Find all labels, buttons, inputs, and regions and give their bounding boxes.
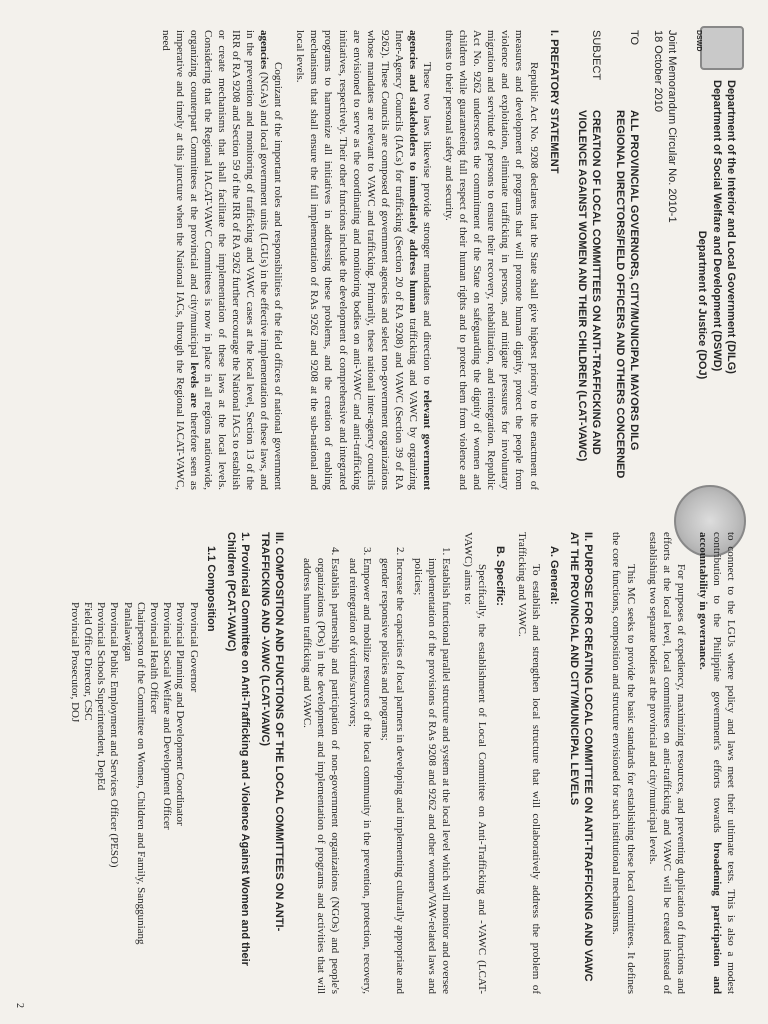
- list-item: Provincial Social Welfare and Development Officer: [161, 602, 174, 830]
- text-run: Cognizant of the important roles and responsibilities of the field offices of national government: [272, 62, 285, 490]
- dept-dswd: Department of Social Welfare and Development (DSWD): [710, 80, 723, 372]
- text-run-bold: broadening participation and accountability in governance.: [696, 532, 723, 994]
- list-item: Provincial Health Officer: [148, 602, 161, 714]
- text-run-bold: levels are: [187, 362, 200, 408]
- section2-heading: II. PURPOSE FOR CREATING LOCAL COMMITTEE ON ANTI-TRAFFICKING AND VAWC AT THE PROVINCIAL AND CITY/MUNICIPAL LEVELS: [568, 532, 595, 982]
- list-item: Provincial Planning and Development Coordinator: [174, 602, 187, 826]
- list-item: 4. Establish partnership and participation of non-government organizations (NGOs) and people's organizations (POs) in the development and implementation of programs and activities that will address human trafficking and VAWC.: [300, 558, 342, 994]
- section3-sub1: 1. Provincial Committee on Anti-Trafficking and -Violence Against Women and their Children (PCAT-VAWC): [224, 532, 251, 966]
- text-run: trafficking and VAWC by organizing Inter-Agency Councils (IACs) for trafficking (Section 20 of RA 9208) and VAWC (Section 39 of RA 9262). These Councils are composed of government agencies and select non-government organizations whose mandates are relevant to VAWC and trafficking. Primarily, these national inter-agency councils are envisioned to serve as the coordinating and monitoring bodies on anti-VAWC and anti-trafficking initiatives, respectively. Their other functions include the development of comprehensive and integrated programs to harmonize all initiatives in addressing these problems, and the creation of enabling mechanisms that shall ensure the full implementation of RAs 9262 and 9208 at the sub-national and local levels.: [294, 30, 419, 491]
- left-column: [151, 30, 738, 490]
- text-run: (NGAs) and local government units (LGUs) in the effective implementation of these laws, and in the prevention and monitoring of trafficking and VAWC cases at the local level, Section 13 of the IRR of RA 9208 and Section 59 of the IRR of RA 9262 further encourage the National IACs to establish or create mechanisms that shall facilitate the implementation of these laws at the local levels. Considering that the Regional IACAT-VAWC Committees is now in place in all regions nationwide, organizing counterpart Committees at the provincial and city/municipal: [187, 30, 271, 490]
- list-item: Chairperson of the Committee on Women, Children and Family, Sangguniang Panlalawigan: [121, 602, 147, 945]
- subject-label: SUBJECT: [589, 30, 602, 81]
- list-item: 1. Establish functional parallel structure and system at the local level which will monitor and oversee implementation of the provisions of RAs 9208 and 9262 and other women/VAW-related laws and policies;: [411, 558, 453, 994]
- right-column: [68, 532, 738, 994]
- objectives-list: [300, 532, 453, 994]
- dept-doj: Department of Justice (DOJ): [696, 230, 709, 380]
- text-run: These two laws likewise provide stronger mandates and direction to: [421, 62, 434, 391]
- list-item: Provincial Public Employment and Services Officer (PESO): [108, 602, 121, 868]
- section3-sub11: 1.1 Composition: [204, 546, 217, 632]
- section2-general-text: To establish and strengthen local structure that will collaboratively address the problem of Trafficking and VAWC.: [516, 532, 543, 994]
- section1-paragraph1: Republic Act No. 9208 declares that the State shall give highest priority to the enactment of measures and development of programs that will promote human dignity, protect the people from violence and exploitation, eliminate trafficking in persons, and mitigate pressures for involuntary migration and servitude of persons to ensure their recovery, rehabilitation, and reintegration. Republic Act No. 9262 underscores the commitment of the State on safeguarding the dignity of women and children while guaranteeing full respect of their human rights and to protect them from violence and threats to their personal safety and security.: [443, 30, 540, 490]
- text-run-bold: relevant government agencies and stakeholders to immediately address human: [406, 30, 434, 490]
- list-item: 3. Empower and mobilize resources of the local community in the prevention, protection, recovery, and reintegration of victims/survivors;: [346, 558, 374, 994]
- section2-specific-heading: B. Specific:: [493, 546, 506, 606]
- list-item: 2. Increase the capacities of local partners in developing and implementing culturally appropriate and gender responsive policies and programs;: [378, 558, 406, 994]
- list-item: Field Office Director, CSC: [82, 602, 95, 721]
- memo-date: 18 October 2010: [652, 30, 665, 112]
- section1-paragraph3: [159, 30, 286, 490]
- to-value: ALL PROVINCIAL GOVERNORS, CITY/MUNICIPAL MAYORS DILG REGIONAL DIRECTORS/FIELD OFFICERS AND OTHERS CONCERNED: [613, 110, 640, 479]
- list-item: Provincial Schools Superintendent, DepEd: [95, 602, 108, 791]
- section1-paragraph2: [293, 30, 434, 490]
- text-run: therefore seen as imperative and timely at this juncture when the National IACs, through the Regional IACAT-VAWC, need: [159, 30, 200, 490]
- section2-general-heading: A. General:: [548, 546, 561, 605]
- to-label: TO: [627, 30, 640, 46]
- text-run: to connect to the LGUs where policy and laws meet their ultimate tests. This is also a modest contribution to the Philippine government's efforts towards: [710, 532, 737, 994]
- text-run-bold: agencies: [258, 30, 271, 70]
- section2-specific-intro: Specifically, the establishment of Local Committee on Anti-Trafficking and -VAWC (LCAT-VAWC) aims to:: [461, 532, 488, 994]
- section1-heading: I. PREFATORY STATEMENT: [547, 30, 560, 174]
- dswd-logo-text: DSWD: [695, 30, 702, 52]
- section3-heading: III. COMPOSITION AND FUNCTIONS OF THE LOCAL COMMITTEES ON ANTI-TRAFFICKING AND -VAWC (LCAT-VAWC): [258, 532, 285, 932]
- composition-list: [68, 602, 200, 994]
- subject-row: [575, 30, 603, 490]
- to-row: [613, 30, 641, 490]
- dswd-logo-icon: [700, 26, 744, 70]
- continuation-paragraph1: [696, 532, 738, 994]
- memo-number: Joint Memorandum Circular No. 2010-1: [666, 30, 679, 223]
- subject-value: CREATION OF LOCAL COMMITTEES ON ANTI-TRAFFICKING AND VIOLENCE AGAINST WOMEN AND THEIR CHILDREN (LCAT-VAWC): [575, 110, 602, 462]
- dept-dilg: Department of the Interior and Local Government (DILG): [725, 80, 737, 374]
- list-item: Provincial Governor: [187, 602, 200, 693]
- continuation-paragraph3: This MC seeks to provide the basic standards for establishing these local committees. It defines the core functions, composition and structure envisioned for such institutional mechanisms.: [610, 532, 637, 994]
- page-number: 2: [14, 1003, 25, 1008]
- list-item: Provincial Prosecutor, DOJ: [68, 602, 81, 723]
- continuation-paragraph2: For purposes of expediency, maximizing resources, and preventing duplication of functions and efforts at the local level, local committees on anti-trafficking and VAWC will be created instead of establishing two separate bodies at the provincial and city/municipal levels.: [646, 532, 687, 994]
